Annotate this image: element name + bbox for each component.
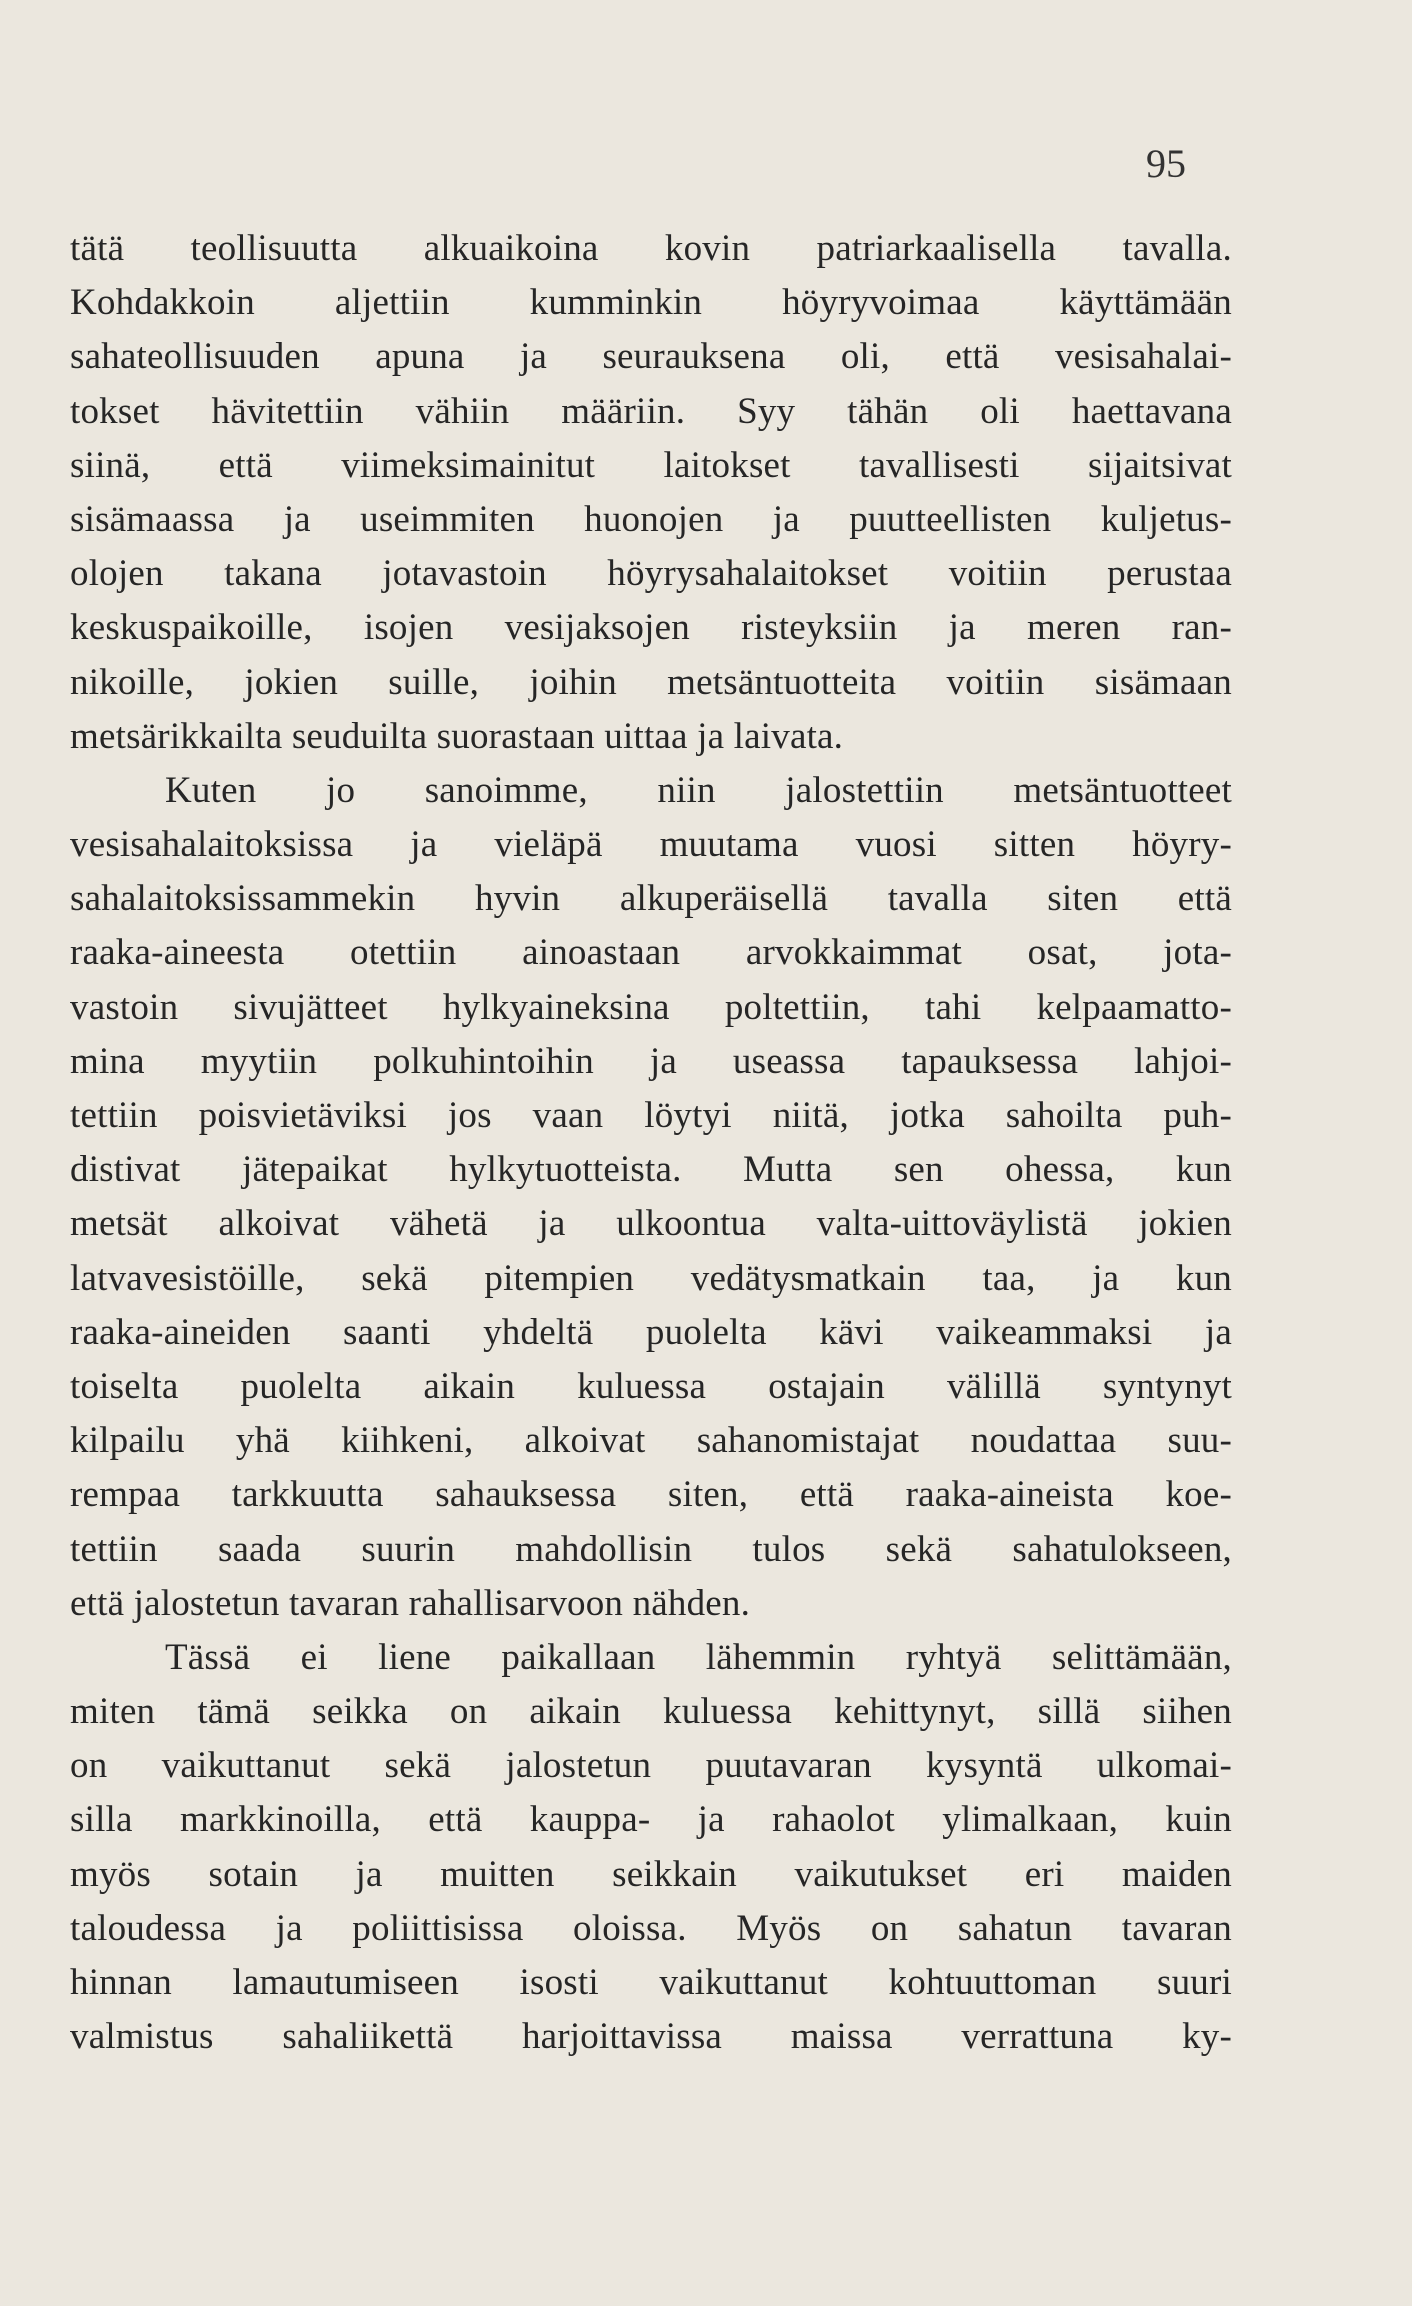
text-line: vastoin sivujätteet hylkyaineksina poltettiin, tahi kelpaamatto- xyxy=(70,986,1232,1028)
text-line: valmistus sahaliikettä harjoittavissa maissa verrattuna ky- xyxy=(70,2016,1232,2058)
text-line: on vaikuttanut sekä jalostetun puutavaran kysyntä ulkomai- xyxy=(70,1745,1232,1787)
text-line: sisämaassa ja useimmiten huonojen ja puutteellisten kuljetus- xyxy=(70,498,1232,540)
text-line: taloudessa ja poliittisissa oloissa. Myös on sahatun tavaran xyxy=(70,1907,1232,1949)
text-line: mina myytiin polkuhintoihin ja useassa tapauksessa lahjoi- xyxy=(70,1040,1232,1082)
text-line: nikoille, jokien suille, joihin metsäntuotteita voitiin sisämaan xyxy=(70,661,1232,703)
text-line: metsärikkailta seuduilta suorastaan uittaa ja laivata. xyxy=(70,715,844,757)
text-line: hinnan lamautumiseen isosti vaikuttanut kohtuuttoman suuri xyxy=(70,1962,1232,2003)
text-line: olojen takana jotavastoin höyrysahalaitokset voitiin perustaa xyxy=(70,553,1232,595)
text-line: että jalostetun tavaran rahallisarvoon nähden. xyxy=(70,1582,751,1624)
text-line: Kuten jo sanoimme, niin jalostettiin metsäntuotteet xyxy=(165,769,1232,811)
text-line: rempaa tarkkuutta sahauksessa siten, että raaka-aineista koe- xyxy=(70,1474,1232,1516)
text-line: tokset hävitettiin vähiin määriin. Syy tähän oli haettavana xyxy=(70,390,1232,432)
text-line: sahateollisuuden apuna ja seurauksena oli, että vesisahalai- xyxy=(70,336,1232,378)
text-line: tettiin poisvietäviksi jos vaan löytyi niitä, jotka sahoilta puh- xyxy=(70,1095,1232,1136)
text-line: raaka-aineesta otettiin ainoastaan arvokkaimmat osat, jota- xyxy=(70,932,1232,974)
text-line: metsät alkoivat vähetä ja ulkoontua valta-uittoväylistä jokien xyxy=(70,1203,1232,1245)
text-line: Tässä ei liene paikallaan lähemmin ryhtyä selittämään, xyxy=(165,1636,1232,1678)
text-line: Kohdakkoin aljettiin kumminkin höyryvoimaa käyttämään xyxy=(70,282,1232,324)
text-line: silla markkinoilla, että kauppa- ja rahaolot ylimalkaan, kuin xyxy=(70,1799,1232,1841)
text-line: vesisahalaitoksissa ja vieläpä muutama vuosi sitten höyry- xyxy=(70,824,1232,866)
text-line: miten tämä seikka on aikain kuluessa kehittynyt, sillä siihen xyxy=(70,1691,1232,1733)
text-line: raaka-aineiden saanti yhdeltä puolelta kävi vaikeammaksi ja xyxy=(70,1311,1232,1353)
text-line: keskuspaikoille, isojen vesijaksojen risteyksiin ja meren ran- xyxy=(70,607,1232,649)
text-line: kilpailu yhä kiihkeni, alkoivat sahanomistajat noudattaa suu- xyxy=(70,1420,1232,1462)
text-line: tätä teollisuutta alkuaikoina kovin patriarkaalisella tavalla. xyxy=(70,228,1232,269)
text-line: latvavesistöille, sekä pitempien vedätysmatkain taa, ja kun xyxy=(70,1257,1232,1299)
body-text xyxy=(70,222,1232,2064)
text-line: toiselta puolelta aikain kuluessa ostajain välillä syntynyt xyxy=(70,1365,1232,1407)
text-line: sahalaitoksissammekin hyvin alkuperäisellä tavalla siten että xyxy=(70,878,1232,920)
text-line: myös sotain ja muitten seikkain vaikutukset eri maiden xyxy=(70,1853,1232,1895)
text-line: distivat jätepaikat hylkytuotteista. Mutta sen ohessa, kun xyxy=(70,1149,1232,1191)
text-line: tettiin saada suurin mahdollisin tulos sekä sahatulokseen, xyxy=(70,1528,1232,1570)
page-number: 95 xyxy=(1146,141,1186,186)
text-line: siinä, että viimeksimainitut laitokset tavallisesti sijaitsivat xyxy=(70,444,1232,486)
